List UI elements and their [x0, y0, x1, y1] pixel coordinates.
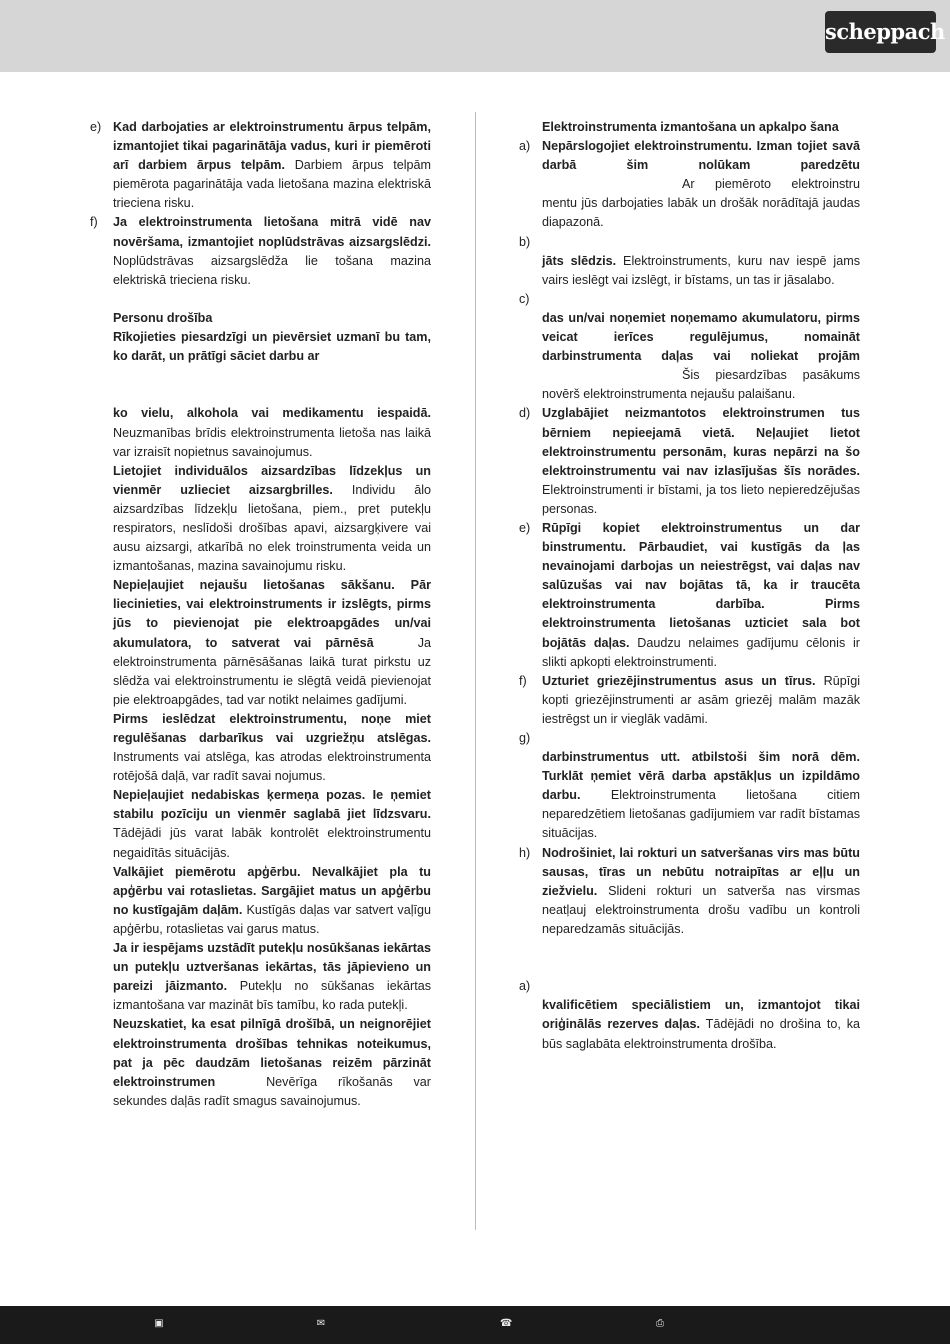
list-item	[517, 977, 860, 1053]
body-text: Neuzmanības brīdis elektroinstrumenta lietoša nas laikā var izraisīt nopietnus savainojumus.	[113, 425, 431, 459]
body-text: Ja elektroinstrumenta pārnēsāšanas laikā turat pirkstu uz slēdža vai elektroinstrumentu ie slēgtā veidā pievienojat pie elektroapgādes, tad var notikt nelaimes gadījumi.	[113, 635, 431, 707]
bold-text: ko vielu, alkohola vai medikamentu iespaidā.	[113, 406, 431, 421]
bold-text: Rīkojieties piesardzīgi un pievērsiet uzmanī bu tam, ko darāt, un prātīgi sāciet darbu ar	[113, 330, 431, 364]
bold-text: Nodrošiniet, lai rokturi un satveršanas virs mas būtu sausas, tīras un nebūtu notraipītas ar eļļu un ziežvielu.	[542, 845, 860, 898]
list-item	[88, 213, 431, 289]
paragraph	[88, 328, 431, 366]
body-text: Tādējādi no drošina to, ka būs saglabāta elektroinstrumenta drošība.	[542, 1017, 861, 1051]
paragraph	[88, 939, 431, 1015]
spacer	[542, 233, 860, 252]
item-label: f)	[90, 215, 98, 230]
body-text: Nevērīga rīkošanās var sekundes daļās radīt smagus savainojumus.	[113, 1074, 431, 1108]
paragraph	[88, 863, 431, 939]
body-text: Putekļu no sūkšanas iekārtas izmantošana var mazināt bīs tamību, ko rada putekļi.	[113, 979, 431, 1013]
fax-icon: ⎙	[656, 1318, 664, 1329]
body-text: Instruments vai atslēga, kas atrodas elektroinstrumenta rotējošā daļā, var radīt savai nojumus.	[113, 750, 431, 784]
list-item	[517, 519, 860, 672]
bold-text: Pirms ieslēdzat elektroinstrumentu, noņe miet regulēšanas darbarīkus vai uzgriežņu atslēgas.	[113, 711, 431, 745]
paragraph	[88, 404, 431, 461]
item-label: c)	[519, 291, 530, 306]
body-text: Kustīgās daļas var satvert vaļīgu apģērbu, rotaslietas vai garus matus.	[113, 902, 432, 936]
list-item	[517, 233, 860, 290]
header-bar	[0, 0, 950, 72]
bold-text: Ja elektroinstrumenta lietošana mitrā vidē nav novēršama, izmantojiet noplūdstrāvas aizsargslēdzi.	[113, 215, 431, 249]
bold-text: das un/vai noņemiet noņemamo akumulatoru, pirms veicat ierīces regulējumus, nomaināt darbinstrumenta daļas vai noliekat projām	[542, 310, 860, 364]
section-heading: Personu drošība	[113, 310, 213, 325]
item-label: a)	[519, 139, 531, 154]
bold-text: Lietojiet individuālos aizsardzības līdzekļus un vienmēr uzlieciet aizsargbrilles.	[113, 463, 431, 497]
paragraph	[88, 462, 431, 577]
left-column	[88, 118, 431, 1111]
email-icon: ✉	[316, 1318, 326, 1329]
list-item	[88, 118, 431, 213]
column-divider	[475, 112, 476, 1230]
bold-text: Nepieļaujiet nedabiskas ķermeņa pozas. Ie ņemiet stabilu pozīciju un vienmēr saglabā jiet līdzsvaru.	[113, 788, 431, 822]
item-label: b)	[519, 234, 531, 249]
bold-text: Nepieļaujiet nejaušu lietošanas sākšanu. Pār liecinieties, vai elektroinstruments ir izslēgts, pirms jūs to pievienojat pie elektroapgādes un/vai akumulatora, to satverat vai pārnēsā	[113, 578, 431, 650]
right-column	[517, 118, 860, 1054]
footer-bar	[0, 1306, 950, 1344]
spacer	[88, 366, 431, 385]
list-item	[517, 290, 860, 405]
body-text: Tādējādi jūs varat labāk kontrolēt elektroinstrumentu negaidītās situācijās.	[113, 826, 431, 860]
bold-text: kvalificētiem speciālistiem un, izmantojot tikai oriģinālās rezerves daļas.	[542, 998, 860, 1032]
item-label: h)	[519, 845, 531, 860]
spacer	[88, 385, 431, 404]
bold-text: Kad darbojaties ar elektroinstrumentu ārpus telpām, izmantojiet tikai pagarinātāja vadus, kuri ir piemēroti arī darbiem ārpus telpām.	[113, 120, 431, 173]
brand-logo: scheppach	[825, 11, 936, 53]
list-item	[517, 404, 860, 519]
computer-icon: ▣	[154, 1318, 164, 1329]
spacer	[542, 977, 860, 996]
paragraph	[88, 1015, 431, 1110]
spacer	[88, 290, 431, 309]
body-text: Daudzu nelaimes gadījumu cēlonis ir slikti apkopti elektroinstrumenti.	[542, 635, 860, 669]
body-text: Noplūdstrāvas aizsargslēdža lie tošana mazina elektriskā trieciena risku.	[113, 253, 431, 287]
bold-text: Valkājiet piemērotu apģērbu. Nevalkājiet pla tu apģērbu vai rotaslietas. Sargājiet matus un apģērbu no kustīgajām daļām.	[113, 864, 431, 917]
paragraph	[88, 576, 431, 710]
bold-text: Ja ir iespējams uzstādīt putekļu nosūkšanas iekārtas un putekļu uztveršanas iekārtas, tās jāpievieno un pareizi jāizmanto.	[113, 941, 431, 994]
list-item	[517, 137, 860, 232]
bold-text: Uzglabājiet neizmantotos elektroinstrumen tus bērniem nepieejamā vietā. Neļaujiet lietot elektroinstrumentu personām, kuras nepārzi na šo elektroinstrumentu vai nav izlasījušas šīs norādes.	[542, 406, 860, 478]
body-text: Šis piesardzības pasākums novērš elektroinstrumenta nejaušu palaišanu.	[542, 368, 860, 402]
bold-text: Uzturiet griezējinstrumentus asus un tīrus.	[542, 673, 816, 688]
bold-text: Rūpīgi kopiet elektroinstrumentus un dar binstrumentu. Pārbaudiet, vai kustīgās da ļas nevainojami darbojas un neiestrēgst, vai daļas nav salūzušas vai nav bojātas tā, ka ir traucēta elektroinstrumenta darbība. Pirms elektroinstrumenta lietošanas uzticiet sala bot bojātās daļas.	[542, 520, 860, 650]
phone-icon: ☎	[500, 1318, 513, 1329]
body-text: Ar piemēroto elektroinstru mentu jūs darbojaties labāk un drošāk norādītajā jaudas diapazonā.	[542, 177, 860, 230]
item-label: g)	[519, 731, 531, 745]
paragraph	[88, 786, 431, 862]
item-label: e)	[519, 520, 531, 535]
body-text: Individu ālo aizsardzības līdzekļu lietošana, piem., pret putekļu respirators, neslīdoši drošības apavi, aizsargķivere vai ausu aizsargi, atkarībā no elek troinstrumenta veida un izmantošanas, mazina savainojumu risku.	[113, 482, 432, 574]
body-text: Rūpīgi kopti griezējinstrumenti ar asām griezēj malām mazāk iestrēgst un ir vieglāk vadāmi.	[542, 673, 861, 726]
item-label: d)	[519, 406, 531, 421]
body-text: Slideni rokturi un satverša nas virsmas neatļauj elektroinstrumenta drošu vadību un kontroli neparedzamās situācijās.	[542, 883, 861, 936]
body-text: Elektroinstrumenti ir bīstami, ja tos lieto nepieredzējušas personas.	[542, 482, 860, 516]
item-label: f)	[519, 673, 527, 688]
bold-text: darbinstrumentus utt. atbilstoši šim norā dēm. Turklāt ņemiet vērā darba apstākļus un izpildāmo darbu.	[542, 750, 860, 803]
list-item	[517, 844, 860, 939]
bold-text: Nepārslogojiet elektroinstrumentu. Izman tojiet savā darbā šim nolūkam paredzētu	[542, 139, 860, 173]
section-heading: Elektroinstrumenta izmantošana un apkalpo šana	[542, 120, 839, 134]
list-item	[517, 672, 860, 729]
spacer	[542, 729, 860, 748]
body-text: Darbiem ārpus telpām piemērota pagarinātāja vada lietošana mazina elektriskā trieciena risku.	[113, 158, 432, 211]
bold-text: jāts slēdzis.	[542, 253, 617, 268]
body-text: Elektroinstruments, kuru nav iespē jams vairs ieslēgt vai izslēgt, ir bīstams, un tas ir jāsalabo.	[542, 253, 861, 287]
spacer	[517, 939, 860, 958]
bold-text: Neuzskatiet, ka esat pilnīgā drošībā, un neignorējiet elektroinstrumenta drošības tehnikas noteikumus, pat ja pēc daudzām lietošanas reizēm pārzināt elektroinstrumen	[113, 1017, 431, 1089]
item-label: a)	[519, 979, 531, 994]
body-text: Elektroinstrumenta lietošana citiem neparedzētiem lietošanas gadījumiem var radīt bīstamas situācijas.	[542, 788, 860, 841]
item-label: e)	[90, 120, 102, 134]
spacer	[517, 958, 860, 977]
list-item	[517, 729, 860, 844]
paragraph	[88, 710, 431, 786]
spacer	[542, 290, 860, 309]
